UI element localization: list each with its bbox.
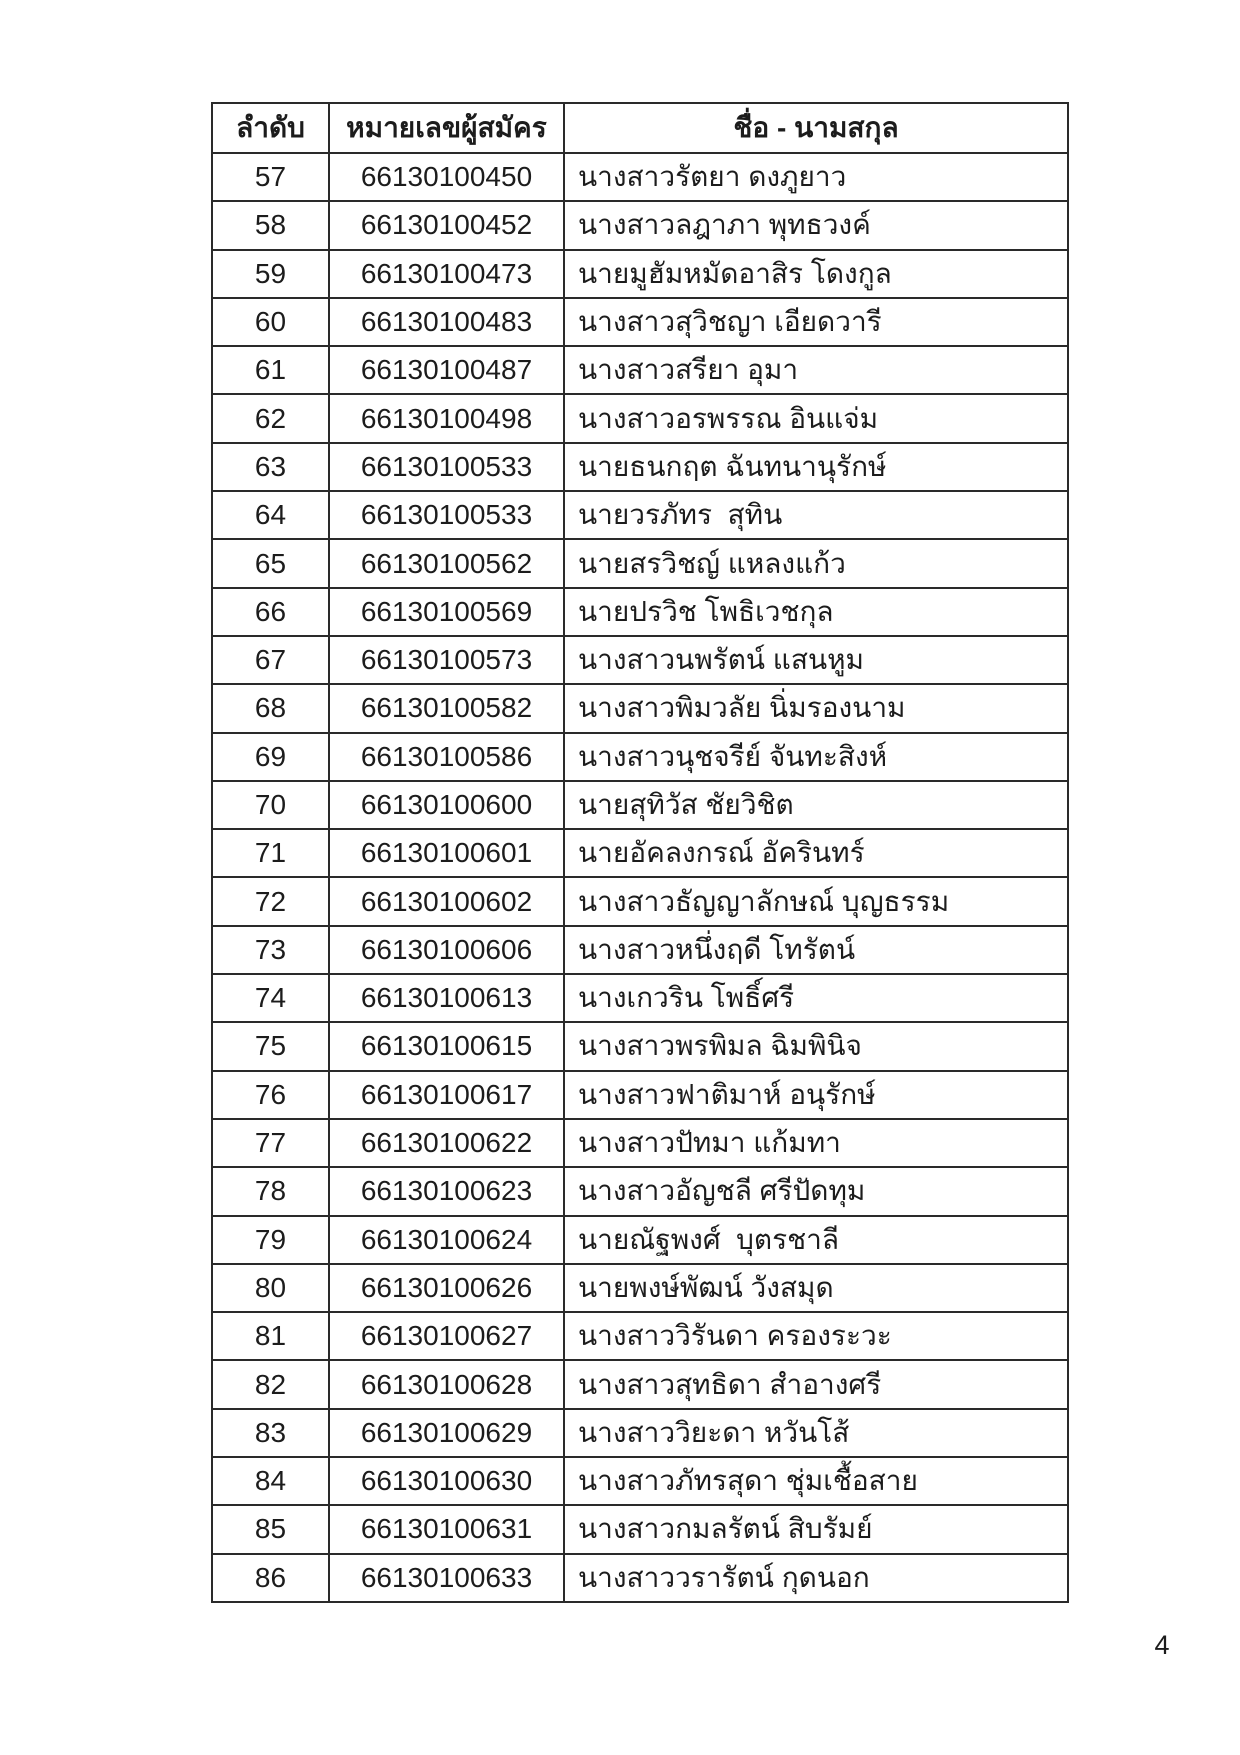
name-cell: นางสาวกมลรัตน์ สิบรัมย์ <box>564 1505 1068 1553</box>
table-row <box>212 684 1068 732</box>
order-cell: 69 <box>212 733 329 781</box>
applicant-number-cell: 66130100613 <box>329 974 564 1022</box>
name-cell: นางสาวสรียา อุมา <box>564 346 1068 394</box>
table-header <box>212 103 1068 153</box>
name-cell: นายธนกฤต ฉันทนานุรักษ์ <box>564 443 1068 491</box>
applicant-number-cell: 66130100628 <box>329 1360 564 1408</box>
table-row <box>212 153 1068 201</box>
order-cell: 71 <box>212 829 329 877</box>
order-cell: 68 <box>212 684 329 732</box>
table-row <box>212 1216 1068 1264</box>
applicant-number-cell: 66130100600 <box>329 781 564 829</box>
applicant-number-cell: 66130100569 <box>329 588 564 636</box>
order-cell: 72 <box>212 877 329 925</box>
name-cell: นางสาวธัญญาลักษณ์ บุญธรรม <box>564 877 1068 925</box>
name-cell: นายณัฐพงศ์ บุตรชาลี <box>564 1216 1068 1264</box>
order-cell: 74 <box>212 974 329 1022</box>
name-cell: นางสาววิรันดา ครองระวะ <box>564 1312 1068 1360</box>
order-cell: 59 <box>212 250 329 298</box>
applicant-number-cell: 66130100629 <box>329 1409 564 1457</box>
applicant-number-cell: 66130100483 <box>329 298 564 346</box>
table-row <box>212 201 1068 249</box>
header-order: ลำดับ <box>212 103 329 153</box>
applicant-number-cell: 66130100487 <box>329 346 564 394</box>
table-row <box>212 1312 1068 1360</box>
name-cell: นายพงษ์พัฒน์ วังสมุด <box>564 1264 1068 1312</box>
applicant-number-cell: 66130100622 <box>329 1119 564 1167</box>
applicant-number-cell: 66130100533 <box>329 491 564 539</box>
applicant-number-cell: 66130100498 <box>329 394 564 442</box>
name-cell: นางสาวฟาติมาห์ อนุรักษ์ <box>564 1071 1068 1119</box>
applicant-number-cell: 66130100602 <box>329 877 564 925</box>
table-row <box>212 1264 1068 1312</box>
applicant-number-cell: 66130100630 <box>329 1457 564 1505</box>
table-row <box>212 491 1068 539</box>
applicant-number-cell: 66130100450 <box>329 153 564 201</box>
order-cell: 82 <box>212 1360 329 1408</box>
name-cell: นางสาวสุทธิดา สำอางศรี <box>564 1360 1068 1408</box>
table-row <box>212 346 1068 394</box>
name-cell: นางสาวสุวิชญา เอียดวารี <box>564 298 1068 346</box>
name-cell: นางสาวภัทรสุดา ชุ่มเชื้อสาย <box>564 1457 1068 1505</box>
applicant-table <box>211 102 1069 1603</box>
name-cell: นางสาวปัทมา แก้มทา <box>564 1119 1068 1167</box>
table-row <box>212 588 1068 636</box>
table-row <box>212 1505 1068 1553</box>
header-row <box>212 103 1068 153</box>
applicant-number-cell: 66130100601 <box>329 829 564 877</box>
order-cell: 64 <box>212 491 329 539</box>
roster-body <box>212 153 1068 1602</box>
applicant-number-cell: 66130100573 <box>329 636 564 684</box>
order-cell: 63 <box>212 443 329 491</box>
table-row <box>212 1071 1068 1119</box>
name-cell: นางสาวอัญชลี ศรีปัดทุม <box>564 1167 1068 1215</box>
order-cell: 67 <box>212 636 329 684</box>
table-row <box>212 1554 1068 1602</box>
name-cell: นางสาวพรพิมล ฉิมพินิจ <box>564 1022 1068 1070</box>
table-row <box>212 539 1068 587</box>
name-cell: นางสาวลฎาภา พุทธวงค์ <box>564 201 1068 249</box>
table-row <box>212 636 1068 684</box>
applicant-number-cell: 66130100562 <box>329 539 564 587</box>
order-cell: 85 <box>212 1505 329 1553</box>
name-cell: นายสุทิวัส ชัยวิชิต <box>564 781 1068 829</box>
table-row <box>212 974 1068 1022</box>
applicant-number-cell: 66130100582 <box>329 684 564 732</box>
table-row <box>212 443 1068 491</box>
table-row <box>212 733 1068 781</box>
name-cell: นางสาวพิมวลัย นิ่มรองนาม <box>564 684 1068 732</box>
name-cell: นางสาวหนึ่งฤดี โทรัตน์ <box>564 926 1068 974</box>
header-name-surname: ชื่อ - นามสกุล <box>564 103 1068 153</box>
order-cell: 60 <box>212 298 329 346</box>
applicant-number-cell: 66130100473 <box>329 250 564 298</box>
applicant-number-cell: 66130100615 <box>329 1022 564 1070</box>
order-cell: 76 <box>212 1071 329 1119</box>
order-cell: 79 <box>212 1216 329 1264</box>
order-cell: 78 <box>212 1167 329 1215</box>
applicant-number-cell: 66130100623 <box>329 1167 564 1215</box>
applicant-number-cell: 66130100627 <box>329 1312 564 1360</box>
applicant-number-cell: 66130100624 <box>329 1216 564 1264</box>
order-cell: 62 <box>212 394 329 442</box>
name-cell: นางสาววรารัตน์ กุดนอก <box>564 1554 1068 1602</box>
order-cell: 81 <box>212 1312 329 1360</box>
table-row <box>212 1167 1068 1215</box>
order-cell: 61 <box>212 346 329 394</box>
table-row <box>212 829 1068 877</box>
table-row <box>212 1022 1068 1070</box>
applicant-number-cell: 66130100452 <box>329 201 564 249</box>
table-row <box>212 926 1068 974</box>
order-cell: 77 <box>212 1119 329 1167</box>
name-cell: นางสาวนุชจรีย์ จันทะสิงห์ <box>564 733 1068 781</box>
table-row <box>212 781 1068 829</box>
name-cell: นางสาววิยะดา หวันโส้ <box>564 1409 1068 1457</box>
table-row <box>212 1409 1068 1457</box>
name-cell: นายปรวิช โพธิเวชกุล <box>564 588 1068 636</box>
applicant-number-cell: 66130100586 <box>329 733 564 781</box>
order-cell: 66 <box>212 588 329 636</box>
name-cell: นางสาวรัตยา ดงภูยาว <box>564 153 1068 201</box>
order-cell: 86 <box>212 1554 329 1602</box>
applicant-number-cell: 66130100606 <box>329 926 564 974</box>
order-cell: 73 <box>212 926 329 974</box>
name-cell: นางสาวนพรัตน์ แสนหูม <box>564 636 1068 684</box>
name-cell: นางเกวริน โพธิ์ศรี <box>564 974 1068 1022</box>
table-row <box>212 1360 1068 1408</box>
order-cell: 75 <box>212 1022 329 1070</box>
name-cell: นายวรภัทร สุทิน <box>564 491 1068 539</box>
header-applicant-number: หมายเลขผู้สมัคร <box>329 103 564 153</box>
order-cell: 57 <box>212 153 329 201</box>
order-cell: 84 <box>212 1457 329 1505</box>
name-cell: นายอัคลงกรณ์ อัครินทร์ <box>564 829 1068 877</box>
name-cell: นายมูฮัมหมัดอาสิร โดงกูล <box>564 250 1068 298</box>
table-row <box>212 1457 1068 1505</box>
table-row <box>212 250 1068 298</box>
order-cell: 58 <box>212 201 329 249</box>
applicant-number-cell: 66130100533 <box>329 443 564 491</box>
order-cell: 83 <box>212 1409 329 1457</box>
table-row <box>212 877 1068 925</box>
applicant-number-cell: 66130100617 <box>329 1071 564 1119</box>
name-cell: นายสรวิชญ์ แหลงแก้ว <box>564 539 1068 587</box>
table-row <box>212 298 1068 346</box>
order-cell: 70 <box>212 781 329 829</box>
name-cell: นางสาวอรพรรณ อินแจ่ม <box>564 394 1068 442</box>
applicant-number-cell: 66130100626 <box>329 1264 564 1312</box>
table-row <box>212 1119 1068 1167</box>
table-row <box>212 394 1068 442</box>
applicant-number-cell: 66130100633 <box>329 1554 564 1602</box>
order-cell: 80 <box>212 1264 329 1312</box>
applicant-number-cell: 66130100631 <box>329 1505 564 1553</box>
order-cell: 65 <box>212 539 329 587</box>
page-number: 4 <box>1154 1630 1170 1660</box>
